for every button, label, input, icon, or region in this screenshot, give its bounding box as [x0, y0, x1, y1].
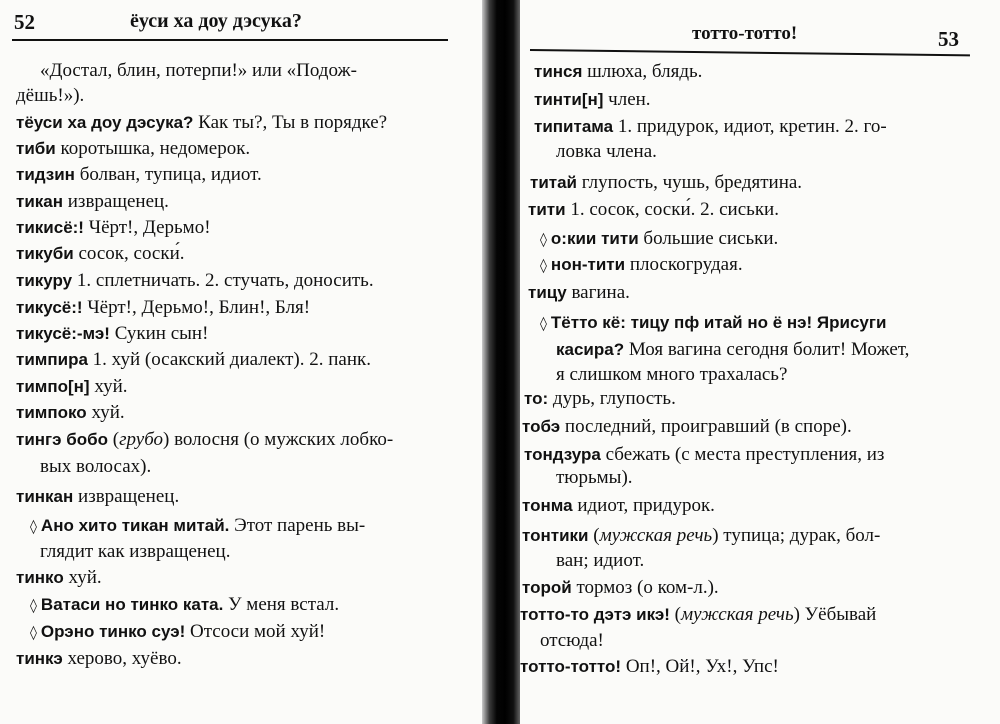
headword: Ано хито тикан митай. — [40, 516, 230, 535]
definition-text: глупость, чушь, бредятина. — [577, 172, 803, 193]
headword: тёуси ха доу дэсука? — [16, 113, 194, 132]
headword: тикусё:! — [16, 298, 83, 317]
definition-text: У меня встал. — [223, 594, 340, 615]
definition-text: дёшь!»). — [16, 85, 85, 106]
entry-continuation-line — [556, 338, 909, 362]
example-line — [30, 514, 365, 539]
definition-text: хуй. — [63, 567, 102, 588]
entry-continuation-line — [556, 363, 787, 387]
example-line — [540, 227, 778, 252]
headword: тикусё:-мэ! — [16, 324, 110, 343]
left-page — [0, 0, 488, 724]
definition-text: сбежать (с места преступления, из — [600, 444, 885, 465]
headword: тикан — [16, 192, 64, 211]
entry-line — [534, 88, 651, 112]
definition-text: 1. хуй (осакский диалект). 2. панк. — [87, 349, 371, 370]
definition-text: херово, хуёво. — [62, 648, 182, 669]
definition-text: Как ты?, Ты в порядке? — [193, 112, 388, 133]
entry-line — [16, 647, 182, 671]
entry-line — [530, 171, 802, 195]
headword: тингэ бобо — [16, 430, 109, 449]
headword: тимпо[н] — [16, 377, 90, 396]
definition-text: отсюда! — [540, 630, 604, 651]
example-diamond-icon: ◊ — [30, 598, 37, 614]
definition-text: 1. сосок, соски́. 2. сиськи. — [565, 199, 779, 220]
definition-text: сосок, соски́. — [73, 243, 185, 264]
headword: тити — [528, 200, 566, 219]
definition-text: ван; идиот. — [556, 550, 645, 571]
entry-line — [16, 190, 169, 214]
headword: тинся — [534, 62, 583, 81]
entry-line — [522, 524, 880, 548]
headword: тонма — [522, 496, 573, 515]
usage-label: грубо — [119, 429, 163, 450]
definition-text: 1. придурок, идиот, кретин. 2. го- — [613, 116, 887, 137]
example-line — [30, 620, 325, 645]
headword: тондзура — [524, 445, 601, 464]
entry-line — [522, 576, 719, 600]
running-head: ёуси ха доу дэсука? — [130, 10, 302, 32]
definition-text: Моя вагина сегодня болит! Может, — [624, 339, 910, 360]
definition-text: хуй. — [89, 376, 128, 397]
definition-text: ) волосня (о мужских лобко- — [163, 429, 394, 450]
entry-line — [16, 137, 250, 161]
definition-text: ) Уёбывай — [793, 604, 877, 625]
entry-line — [16, 348, 371, 372]
headword: тикисё:! — [16, 218, 84, 237]
headword: тобэ — [522, 417, 561, 436]
definition-text: Сукин сын! — [109, 323, 209, 344]
definition-text: хуй. — [86, 402, 125, 423]
headword: тимпира — [16, 350, 88, 369]
entry-line — [16, 566, 102, 590]
usage-label: мужская речь — [681, 604, 794, 625]
headword: типитама — [534, 117, 614, 136]
entry-line — [16, 428, 393, 452]
entry-continuation-line — [556, 466, 633, 490]
headword: тидзин — [16, 165, 75, 184]
entry-line — [40, 59, 357, 83]
definition-text: ( — [588, 525, 600, 546]
definition-text: я слишком много трахалась? — [556, 364, 788, 385]
headword: тикуби — [16, 244, 74, 263]
definition-text: ( — [108, 429, 120, 450]
headword: тинко — [16, 568, 64, 587]
definition-text: «Достал, блин, потерпи!» или «Подож- — [40, 60, 357, 81]
definition-text: ) тупица; дурак, бол- — [712, 525, 881, 546]
entry-line — [16, 296, 310, 320]
entry-line — [520, 655, 779, 679]
entry-continuation-line — [556, 140, 657, 164]
headword: тицу — [528, 283, 567, 302]
example-diamond-icon: ◊ — [30, 519, 37, 535]
header-rule — [530, 49, 970, 56]
example-line — [540, 311, 886, 336]
headword: Орэно тинко суэ! — [40, 622, 186, 641]
definition-text: вых волосах). — [40, 456, 152, 477]
headword: Ватаси но тинко ката. — [40, 595, 224, 614]
entry-continuation-line — [40, 540, 230, 564]
headword: тимпоко — [16, 403, 87, 422]
definition-text: вагина. — [566, 282, 630, 303]
entry-line — [534, 115, 887, 139]
entry-line — [528, 198, 779, 222]
right-page — [520, 0, 1000, 724]
headword: касира? — [556, 340, 625, 359]
entry-continuation-line — [16, 84, 84, 108]
definition-text: глядит как извращенец. — [40, 541, 231, 562]
example-diamond-icon: ◊ — [30, 625, 37, 641]
headword: нон-тити — [550, 255, 626, 274]
definition-text: последний, проигравший (в споре). — [560, 416, 852, 437]
entry-line — [16, 216, 211, 240]
headword: тикуру — [16, 271, 73, 290]
headword: тотто-то дэтэ икэ! — [520, 605, 670, 624]
header-rule — [12, 39, 448, 41]
entry-continuation-line — [556, 549, 644, 573]
definition-text: ловка члена. — [556, 141, 657, 162]
definition-text: 1. сплетничать. 2. стучать, доносить. — [72, 270, 374, 291]
definition-text: Этот парень вы- — [229, 515, 366, 536]
headword: тиби — [16, 139, 56, 158]
entry-line — [520, 603, 876, 627]
definition-text: член. — [603, 89, 651, 110]
headword: о:кии тити — [550, 229, 639, 248]
headword: торой — [522, 578, 572, 597]
entry-line — [522, 415, 852, 439]
definition-text: Чёрт!, Дерьмо!, Блин!, Бля! — [82, 297, 311, 318]
definition-text: извращенец. — [73, 486, 180, 507]
example-line — [30, 593, 339, 618]
entry-line — [16, 111, 387, 135]
definition-text: ( — [669, 604, 681, 625]
definition-text: большие сиськи. — [638, 228, 779, 249]
headword: то: — [524, 389, 549, 408]
definition-text: идиот, придурок. — [572, 495, 715, 516]
usage-label: мужская речь — [599, 525, 713, 546]
page-number: 52 — [14, 10, 35, 34]
entry-line — [522, 494, 715, 518]
headword: тинкан — [16, 487, 74, 506]
definition-text: тюрьмы). — [556, 467, 633, 488]
definition-text: коротышка, недомерок. — [55, 138, 251, 159]
definition-text: дурь, глупость. — [548, 388, 676, 409]
example-diamond-icon: ◊ — [540, 258, 547, 274]
headword: тотто-тотто! — [520, 657, 622, 676]
entry-line — [16, 401, 125, 425]
entry-continuation-line — [40, 455, 151, 479]
entry-line — [16, 242, 185, 266]
headword: титай — [530, 173, 578, 192]
entry-line — [524, 387, 676, 411]
definition-text: Отсоси мой хуй! — [185, 621, 326, 642]
headword: тинкэ — [16, 649, 63, 668]
headword: Тётто кё: тицу пф итай но ё нэ! Ярисуги — [550, 313, 887, 332]
example-diamond-icon: ◊ — [540, 316, 547, 332]
running-head: тотто-тотто! — [692, 23, 798, 44]
entry-line — [534, 60, 702, 84]
entry-line — [16, 269, 374, 293]
entry-line — [16, 485, 179, 509]
entry-line — [16, 375, 128, 399]
headword: тонтики — [522, 526, 589, 545]
definition-text: болван, тупица, идиот. — [74, 164, 262, 185]
entry-line — [524, 443, 884, 467]
definition-text: тормоз (о ком-л.). — [571, 577, 719, 598]
entry-line — [528, 281, 630, 305]
entry-line — [16, 163, 262, 187]
entry-continuation-line — [540, 629, 604, 653]
book-spine-shadow — [482, 0, 524, 724]
page-number: 53 — [938, 27, 959, 51]
definition-text: Чёрт!, Дерьмо! — [83, 217, 211, 238]
definition-text: плоскогрудая. — [625, 254, 743, 275]
definition-text: шлюха, блядь. — [582, 61, 703, 82]
headword: тинти[н] — [534, 90, 604, 109]
example-diamond-icon: ◊ — [540, 232, 547, 248]
definition-text: Оп!, Ой!, Ух!, Упс! — [621, 656, 779, 677]
example-line — [540, 253, 743, 278]
definition-text: извращенец. — [63, 191, 169, 212]
entry-line — [16, 322, 208, 346]
